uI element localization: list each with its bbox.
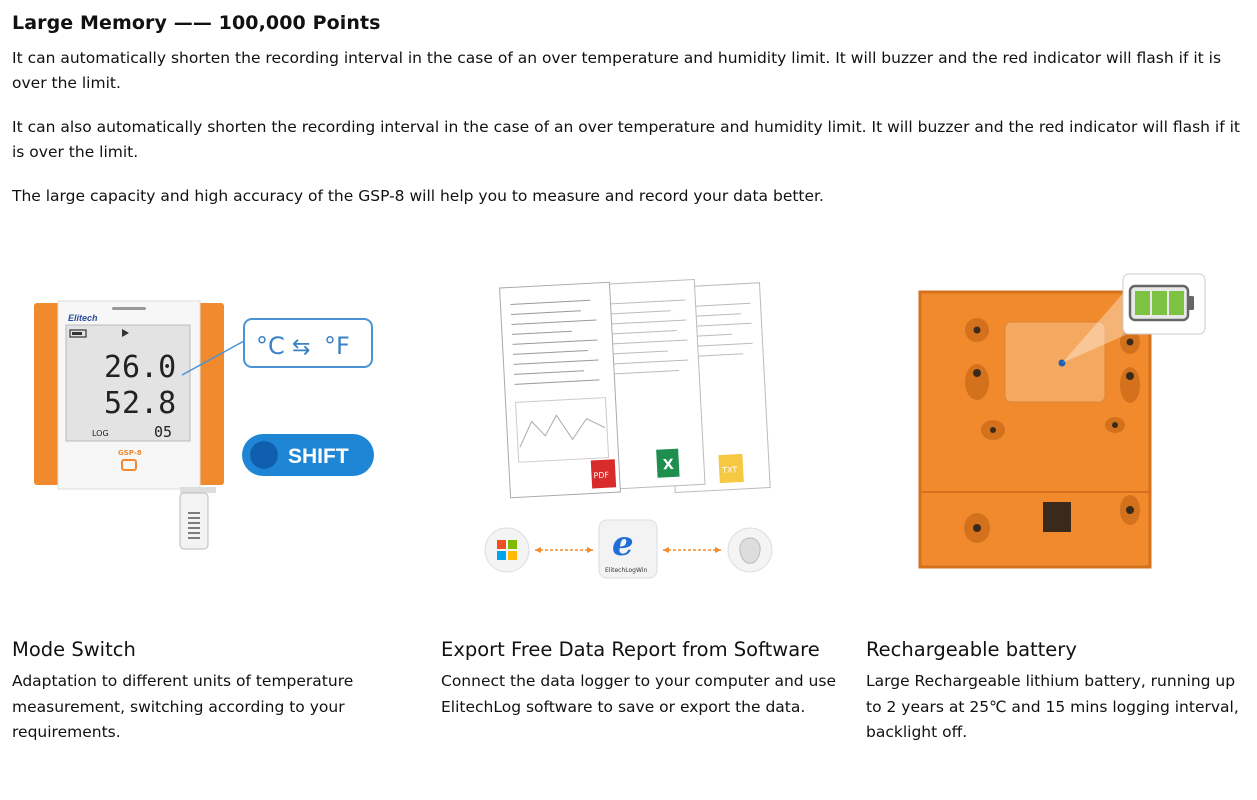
feature-mode-switch — [12, 636, 392, 746]
mode-switch-illustration — [30, 295, 390, 555]
lcd-humidity: 52.8 — [104, 386, 177, 421]
probe — [180, 493, 208, 549]
lcd-temperature: 26.0 — [104, 350, 177, 385]
feature-title: Export Free Data Report from Software — [441, 638, 820, 661]
feature-description: Large Rechargeable lithium battery, running up to 2 years at 25℃ and 15 mins logging interval, backlight off. — [866, 672, 1239, 741]
feature-title: Mode Switch — [12, 638, 136, 661]
unit-celsius: °C — [256, 332, 285, 360]
feature-description: Adaptation to different units of temperature measurement, switching according to your requirements. — [12, 672, 354, 741]
lcd-log-label: LOG — [92, 429, 109, 438]
badge-xls: X — [662, 456, 675, 474]
badge-txt: TXT — [721, 465, 738, 475]
probe-neck — [180, 487, 216, 493]
feature-rechargeable-battery — [866, 636, 1246, 746]
badge-pdf: PDF — [593, 470, 610, 481]
lcd-log-value: 05 — [154, 423, 173, 441]
plate-slot — [1043, 502, 1071, 532]
device-right-rail — [198, 303, 224, 485]
intro-paragraph-3: The large capacity and high accuracy of the GSP-8 will help you to measure and record your data better. — [12, 187, 824, 205]
device-left-rail — [34, 303, 60, 485]
battery-illustration — [915, 270, 1215, 580]
device-brand: Elitech — [68, 313, 98, 323]
elitechlog-logo: e — [612, 524, 634, 564]
windows-icon — [485, 528, 529, 572]
unit-fahrenheit: °F — [324, 332, 350, 360]
device-model: GSP-8 — [118, 449, 142, 457]
shift-button-label: SHIFT — [288, 445, 349, 468]
page-title: Large Memory —— 100,000 Points — [12, 12, 381, 34]
intro-paragraph-1: It can automatically shorten the recording interval in the case of an over temperature and humidity limit. It will buzzer and the red indicator will flash if it is over the limit. — [12, 49, 1222, 92]
intro-paragraph-2: It can also automatically shorten the recording interval in the case of an over temperature and humidity limit. It will buzzer and the red indicator will flash if it is over the limit. — [12, 118, 1240, 161]
elitechlog-logo-text: ElitechLogWin — [605, 567, 648, 574]
feature-title: Rechargeable battery — [866, 638, 1077, 661]
export-report-illustration — [475, 270, 785, 590]
feature-description: Connect the data logger to your computer and use ElitechLog software to save or export the data. — [441, 672, 836, 716]
unit-arrows-icon: ⇆ — [292, 335, 311, 360]
feature-export-report — [441, 636, 836, 720]
